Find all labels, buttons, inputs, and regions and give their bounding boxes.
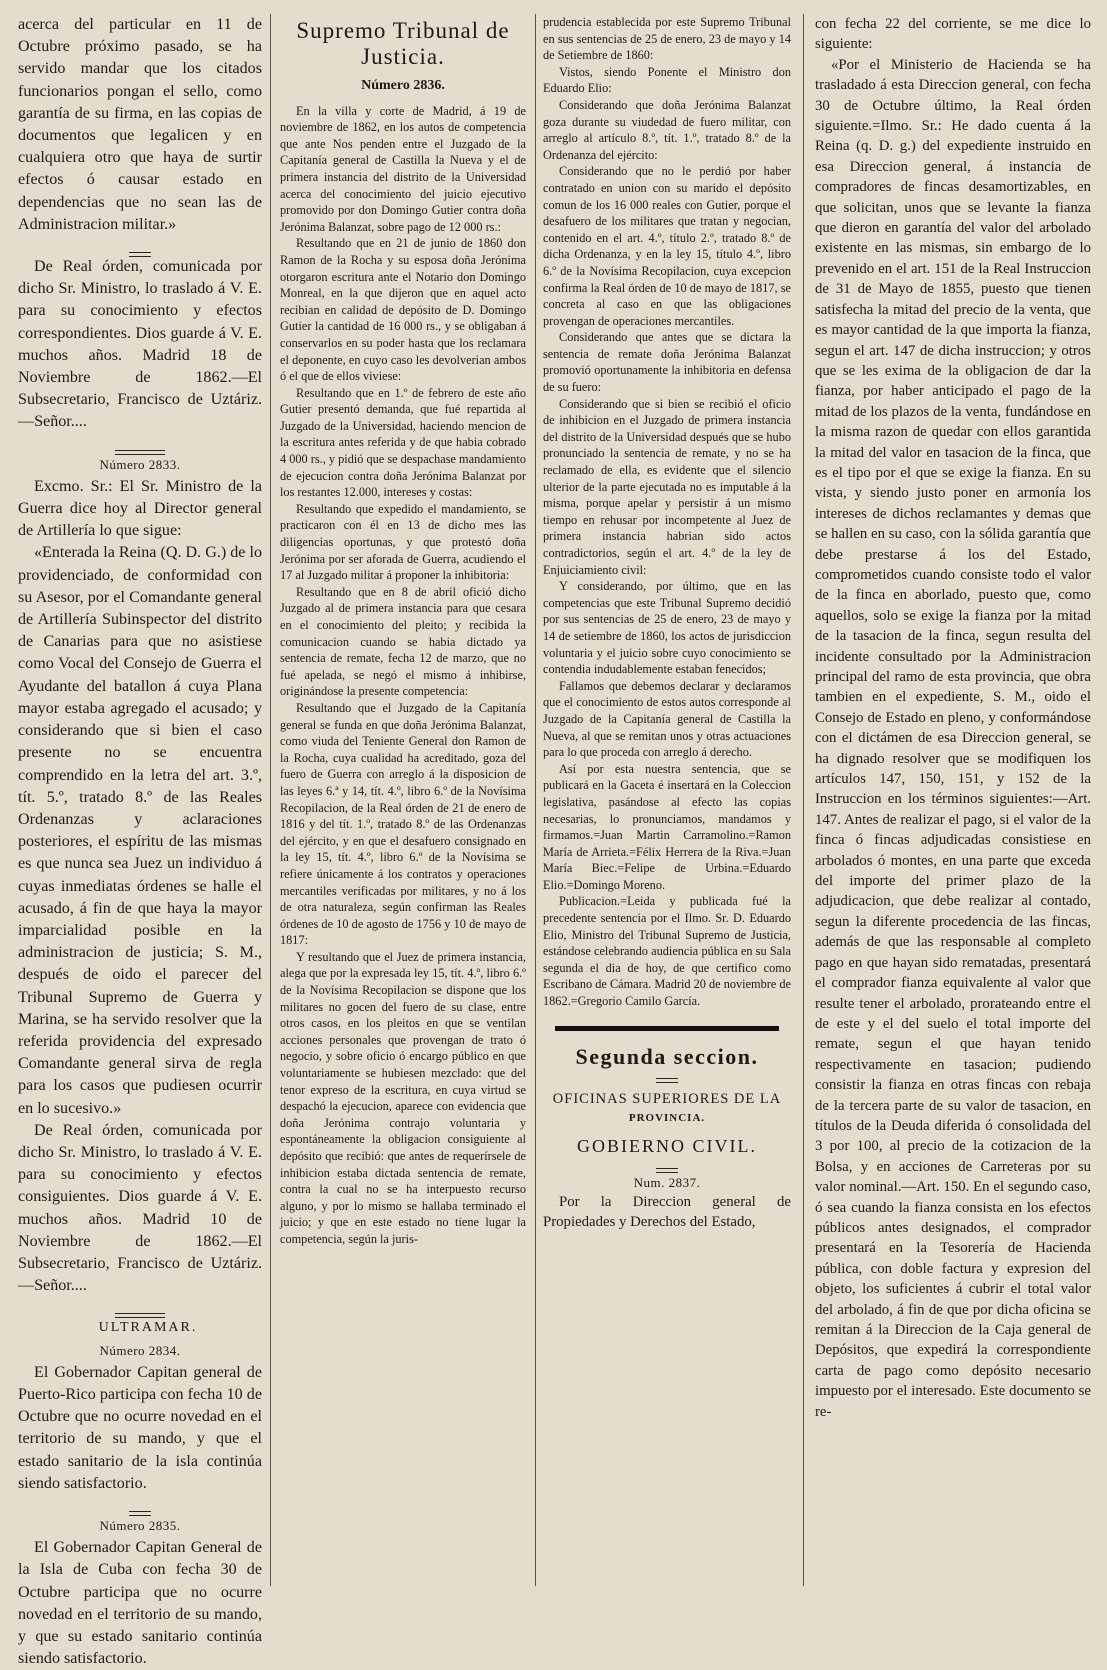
decree-number: Num. 2837. <box>633 1175 701 1190</box>
separator <box>18 1303 262 1313</box>
column-2 <box>280 14 526 1590</box>
paragraph: Resultando que en 8 de abril ofició dicho Juzgado al de primera instancia para que cesara en el conocimiento del pleito; y recibida la comunicacion cuando se habia dictado ya sentencia de remate, fecha 12 de marzo, que no fué apelada, se negó el mismo á inhibirse, originándose la presente competencia: <box>280 584 526 699</box>
paragraph: «Enterada la Reina (Q. D. G.) de lo providenciado, de conformidad con su Asesor, por el Comandante general de Artillería Subinspector del distrito de Canarias para que no asistiese como Vocal del Consejo de Guerra el Ayudante del batallon á cuya Plana mayor estaba agregado el acusado; y considerando que si bien el caso presente no se encuentra comprendido en la letra del art. 3.º, tít. 5.º, tratado 8.º de las Reales Ordenanzas y aclaraciones posteriores, el espíritu de las mismas es que nunca sea Juez un individuo á cuyas inmediatas órdenes se halle el acusado, á fin de que haya la mayor imparcialidad posible en la administracion de justicia; S. M., después de oido el parecer del Tribunal Supremo de Guerra y Marina, se ha servido resolver que la referida providencia del expresado Comandante general sirva de regla para los casos que pudiesen ocurrir en lo sucesivo.» <box>18 544 262 1117</box>
separator <box>18 242 262 252</box>
paragraph: «Por el Ministerio de Hacienda se ha trasladado á esta Direccion general, con fecha 30 de Octubre último, la Real órden siguiente.=Ilmo. Sr.: He dado cuenta á la Reina (q. D. g.) del expediente instruido en esa Direccion general, á instancia de compradores de fincas desamortizables, en que solicitan, unos que se levante la fianza que dieron en garantía del valor del arbolado existente en las mismas, sin embargo de lo prevenido en el art. 151 de la Real Instruccion de 31 de Mayo de 1855, puesto que tienen satisfecha la mitad del precio de la venta, que es mayor cantidad de la que importa la fianza, segun el art. 147 de dicha instruccion; y otros que se les exima de la obligacion de dar la fianza, por haber anticipado el pago de la mitad de los plazos de la venta, fundándose en la misma razon de quedar con ellos garantida la mitad del valor en tasacion de la finca, que es el tipo por el que se exige la fianza. En su vista, y siendo justo poner en armonía los intereses de dichos reclamantes y demas que se hallen en su caso, con la sólida garantía que debe prestarse á los del Estado, comprometidos cuando consiste todo el valor de la finca en aborlado, puesto que, como aquellos, solo se exige la fianza por la mitad de la tasacion de la finca, segun resulta del incidente consultado por la Administracion principal del ramo de esta provincia, que obra tambien en el expediente, S. M., oido el Consejo de Estado en pleno, y conformándose con el dictámen de esa Direccion general, se ha dignado resolver que se modifiquen los artículos 147, 150, 151, y 152 de la Instruccion en los términos siguientes:—Art. 147. Antes de realizar el pago, si el valor de la finca ó fincas adjudicadas consistiese en arbolados ó montes, en una parte que exceda del importe del primer plazo de la adjudicacion, que debe realizar al contado, segun la diferente procedencia de las fincas, además de que las responsable al completo pago en que hayan sido rematadas, presentará el comprador fianza equivalente al valor que resulte tener el arbolado, prorateando entre el de este y el del suelo el total importe del remate, segun el que hayan tenido respectivamente en tasacion; pudiendo consistir la fianza en otras fincas con rebaja de la tercera parte de su valor de tasacion, en títulos de la Deuda diferida ó consolidada del 3 por 100, al precio de la cotizacion de la Bolsa, y en acciones de Carreteras por su valor nominal.—Art. 150. En el segundo caso, ó sea cuando la fianza consista en los efectos públicos antes designados, el comprador presentará en la Tesorería de Hacienda pública, con doble factura y expresion del objeto, los suficientes á cubrir el total valor del arbolado, á fin de que por dicha oficina se remitan á la Direccion de la Caja general de Depósitos, que expedirá la correspondiente carta de pago como depósito necesario impuesto por el interesado. Este documento se re- <box>815 56 1091 1420</box>
decree-number: Número 2835. <box>99 1518 181 1533</box>
paragraph: Y considerando, por último, que en las competencias que este Tribunal Supremo decidió por sus sentencias de 25 de enero, 23 de mayo y 14 de setiembre de 1860, los actos de jurisdiccion voluntaria y el juicio sobre cuyo conocimiento se contendia indudablemente estaban fenecidos; <box>543 579 791 677</box>
paragraph: Considerando que si bien se recibió el oficio de inhibicion en el Juzgado de primera instancia del distrito de la Universidad después que se hubo pronunciado la sentencia de remate, y no se ha reclamado de ella, es evidente que el silencio ulterior de la parte ejecutada no es imputable á la misma, porque apelar y persistir á un mismo tiempo en rehusar por incompetente al Juez de primera instancia habrian sido actos contradictorios, según el art. 4.º de la ley de Enjuiciamiento civil: <box>543 396 791 577</box>
section-heading: ULTRAMAR. <box>98 1320 198 1336</box>
decree-number: Número 2833. <box>99 456 181 472</box>
section-title: Supremo Tribunal de Justicia. <box>296 18 510 69</box>
paragraph: Resultando que en 1.º de febrero de este año Gutier presentó demanda, que fué repartida al Juzgado de la Universidad, haciendo mencion de la escritura antes referida y de que habia cobrado 4 000 rs., y pidió que se despachase mandamiento de ejecucion contra doña Jerónima Balanzat por los restantes 12.000, intereses y costas: <box>280 385 526 500</box>
paragraph: Fallamos que debemos declarar y declaramos que el conocimiento de estos autos corresponde al Juzgado de la Capitanía general de Castilla la Nueva, al que se remitan unos y otras actuaciones para lo que proceda con arreglo á derecho. <box>543 678 791 760</box>
decree-number: Número 2836. <box>361 78 445 93</box>
paragraph: Considerando que antes que se dictara la sentencia de remate doña Jerónima Balanzat promovió oportunamente la inhibitoria en defensa de su fuero: <box>543 330 791 395</box>
paragraph: Así por esta nuestra sentencia, que se publicará en la Gaceta é insertará en la Coleccion legislativa, pasándose al efecto las copias necesarias, lo pronunciamos, mandamos y firmamos.=Juan Martin Carramolino.=Ramon María de Arrieta.=Félix Herrera de la Riva.=Juan María Biec.=Felipe de Urbina.=Eduardo Elio.=Domingo Moreno. <box>543 761 791 892</box>
separator <box>18 1501 262 1511</box>
separator <box>543 1071 791 1081</box>
paragraph: con fecha 22 del corriente, se me dice lo siguiente: <box>815 16 1091 53</box>
paragraph: Resultando que expedido el mandamiento, se practicaron con él en 13 de dicho mes las diligencias oportunas, y que protestó doña Jerónima por ser aforada de Guerra, acudiendo el 17 al Juzgado militar á proponer la inhibitoria: <box>280 501 526 583</box>
column-divider <box>535 14 536 1586</box>
decree-number: Número 2834. <box>99 1342 181 1358</box>
column-4 <box>815 14 1091 1590</box>
paragraph: Publicacion.=Leida y publicada fué la precedente sentencia por el Ilmo. Sr. D. Eduardo Elio, Ministro del Tribunal Supremo de Justicia, estándose celebrando audiencia pública en su Sala segunda el dia de hoy, de que certifico como Escribano de Cámara. Madrid 20 de noviembre de 1862.=Gregorio Camilo García. <box>543 894 791 1009</box>
section-rule <box>555 1026 779 1031</box>
paragraph: De Real órden, comunicada por dicho Sr. Ministro, lo traslado á V. E. para su conocimiento y efectos consiguientes. Dios guarde á V. E. muchos años. Madrid 10 de Noviembre de 1862.—El Subsecretario, Francisco de Uztáriz.—Señor.... <box>18 1121 262 1295</box>
paragraph: De Real órden, comunicada por dicho Sr. Ministro, lo traslado á V. E. para su conocimiento y efectos correspondientes. Dios guarde á V. E. muchos años. Madrid 18 de Noviembre de 1862.—El Subsecretario, Francisco de Uztáriz.—Señor.... <box>18 258 262 431</box>
paragraph: Por la Direccion general de Propiedades y Derechos del Estado, <box>543 1193 791 1230</box>
paragraph: Excmo. Sr.: El Sr. Ministro de la Guerra dice hoy al Director general de Artillería lo que sigue: <box>18 477 262 540</box>
sub-heading: OFICINAS SUPERIORES DE LA <box>552 1091 782 1108</box>
paragraph: Considerando que doña Jerónima Balanzat goza durante su viudedad de fuero militar, con arreglo al artículo 8.º, tít. 1.º, tratado 8.º de la Ordenanza del ejército: <box>543 97 791 162</box>
paragraph: Y resultando que el Juez de primera instancia, alega que por la expresada ley 15, tít. 4.º, libro 6.º de la Novísima Recopilacion se dispone que los militares no gocen del fuero de su clase, entre otros casos, en los pleitos en que se ventilan acciones personales que provengan de trato ó negocio, y sobre oficio ó encargo público en que voluntariamente se hubiesen mezclado: que del tenor expreso de la escritura, en cuya virtud se despachó la ejecucion, aparece con evidencia que doña Jerónima contrajo voluntaria y espontáneamente la obligacion consiguiente al depósito que recibió: que antes de requerírsele de inhibicion estaba dictada sentencia de remate, contra la cual no se ha interpuesto recurso alguno, y por lo mismo se hallaba terminado el juicio; y que en este estado no tiene lugar la competencia, según la juris- <box>280 949 526 1246</box>
separator <box>18 440 262 450</box>
paragraph: Considerando que no le perdió por haber contratado en union con su marido el depósito comun de los 16 000 reales con Gutier, porque el desafuero de los militares que tratan y negocian, contenido en el art. 4.º, título 2.º, tratado 8.º de dicha Ordenanza, y en la ley 15, título 4.º, libro 6.º de la Novísima Recopilacion, cuya excepcion confirma la Real órden de 10 de mayo de 1817, se concreta al caso en que las obligaciones provengan de operaciones mercantiles. <box>543 164 791 328</box>
column-divider <box>803 14 804 1586</box>
paragraph: En la villa y corte de Madrid, á 19 de noviembre de 1862, en los autos de competencia que ante Nos penden entre el Juzgado de la Capitanía general de Castilla la Nueva y el de primera instancia del distrito de la Universidad acerca del conocimiento del juicio ejecutivo promovido por don Domingo Gutier contra doña Jerónima Balanzat, sobre pago de 12 000 rs.: <box>280 103 526 234</box>
paragraph: prudencia establecida por este Supremo Tribunal en sus sentencias de 25 de enero, 23 de mayo y 14 de Setiembre de 1860: <box>543 15 791 63</box>
paragraph: Resultando que el Juzgado de la Capitanía general se funda en que doña Jerónima Balanzat, como viuda del Teniente General don Ramon de la Rocha, cuya cualidad ha acreditado, goza del fuero de Guerra con arreglo á la disposicion de las leyes 6.ª y 14, tít. 4.º, libro 6.º de la Novísima Recopilacion, de la Real órden de 21 de enero de 1816 y del tít. 1.º, tratado 8.º de las Ordenanzas del ejército, y en que el desafuero consignado en la ley 15, tít. 4.º, libro 6.º de la Novísima se refiere únicamente á los contratos y operaciones mercantiles verificadas por militares, y no á los de otra naturaleza, según confirman las Reales órdenes de 10 de agosto de 1756 y 10 de mayo de 1817: <box>280 700 526 948</box>
column-3 <box>543 14 791 1590</box>
paragraph: El Gobernador Capitan General de la Isla de Cuba con fecha 30 de Octubre participa que no ocurre novedad en el territorio de su mando, y que su estado sanitario continúa siendo satisfactorio. <box>18 1539 262 1668</box>
column-1 <box>18 14 262 1668</box>
section-title: Segunda seccion. <box>575 1043 759 1069</box>
paragraph: Vistos, siendo Ponente el Ministro don Eduardo Elio: <box>543 64 791 96</box>
paragraph: acerca del particular en 11 de Octubre próximo pasado, se ha servido mandar que los citados funcionarios pongan el sello, como garantía de su firma, en las copias de documentos que legalicen y en cualquiera otro que haya de surtir efectos ó causar estado en dependencias que no sean las de Administracion militar.» <box>18 16 262 233</box>
paragraph: Resultando que en 21 de junio de 1860 don Ramon de la Rocha y su esposa doña Jerónima otorgaron escritura ante el Notario don Domingo Monreal, en la que dijeron que en aquel acto recibian en calidad de depósito de D. Domingo Gutier la cantidad de 16 000 rs., y se obligaban á conservarlos en su poder hasta que los reclamara el deponente, en cuyo caso les devolverian ambos ó el que de ellos viviese: <box>280 236 526 384</box>
column-divider <box>270 14 271 1586</box>
separator <box>543 1161 791 1171</box>
sub-heading: GOBIERNO CIVIL. <box>577 1136 757 1157</box>
paragraph: El Gobernador Capitan general de Puerto-Rico participa con fecha 10 de Octubre que no ocurre novedad en el territorio de su mando, y que el estado sanitario de la isla continúa siendo satisfactorio. <box>18 1363 262 1492</box>
sub-heading: PROVINCIA. <box>628 1111 706 1124</box>
